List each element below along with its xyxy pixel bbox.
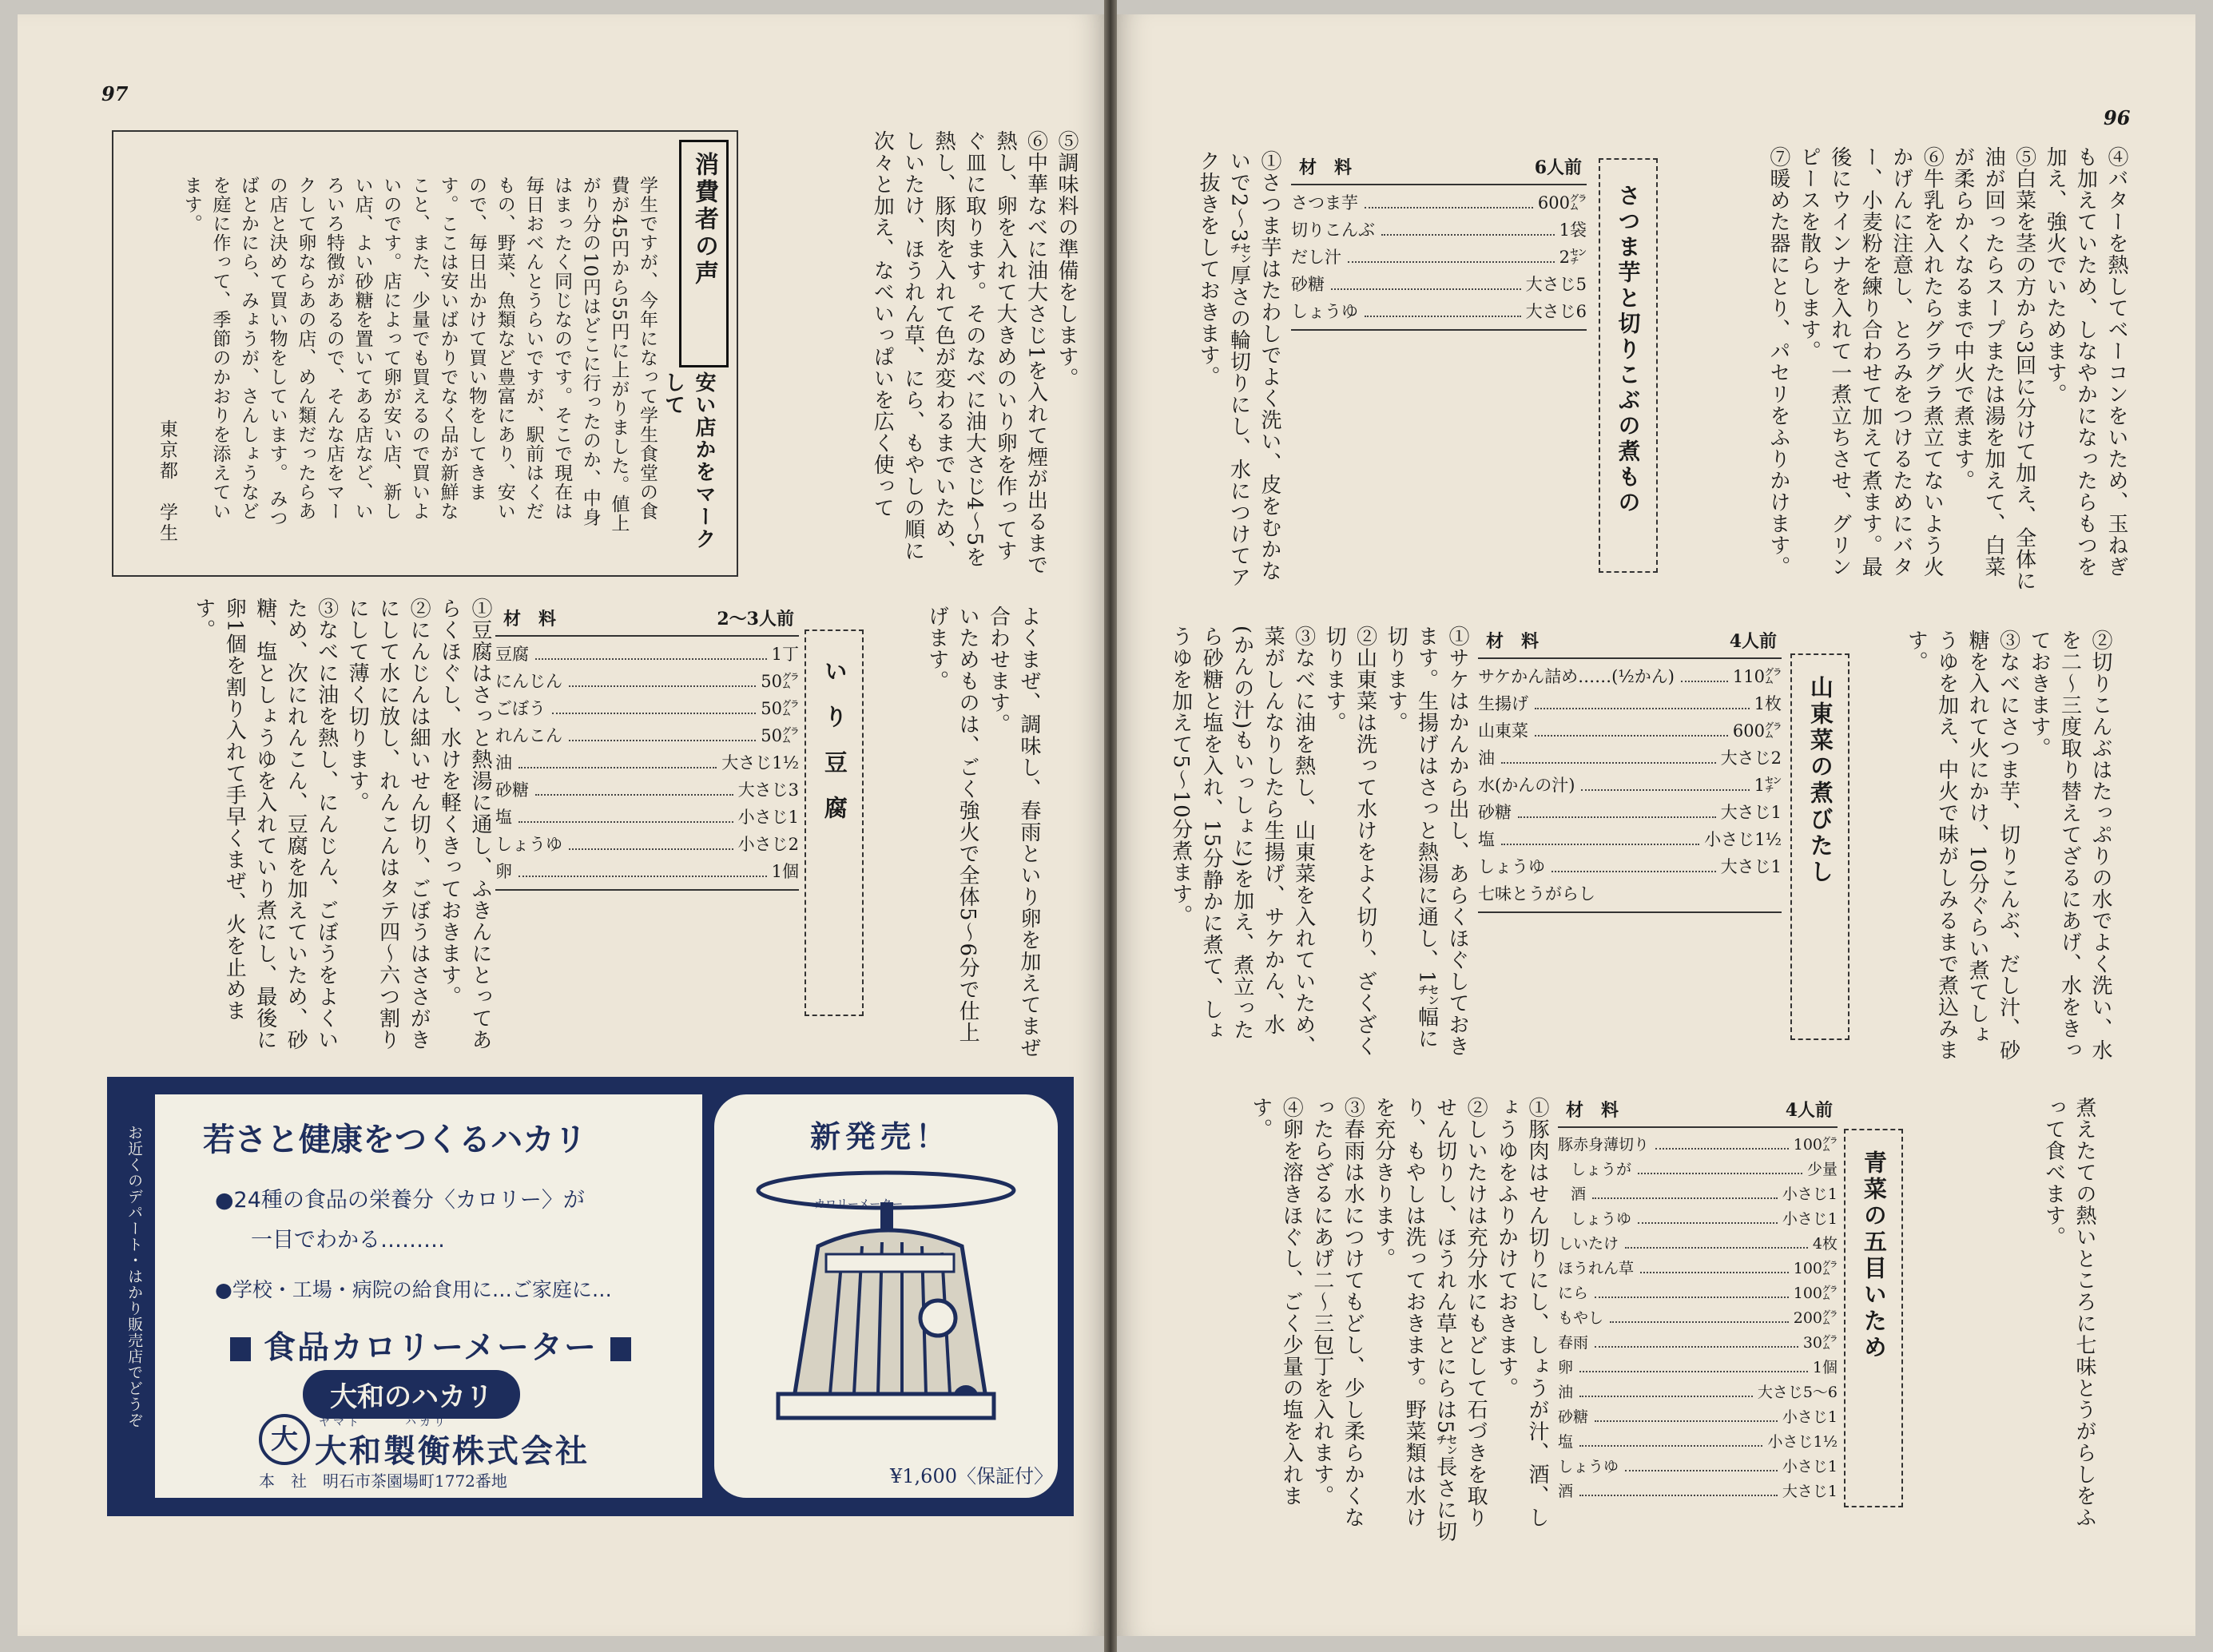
step-text: ⑥牛乳を入れたらグラグラ煮立てないよう火かげんに注意し、とろみをつけるためにバター、小麦粉を練り合わせて加えて煮ます。最後にウインナを入れて一煮立ちさせ、グリンピースを散らします。 bbox=[1797, 146, 1945, 578]
servings: 4人前 bbox=[1729, 631, 1777, 652]
ingredient-row bbox=[1478, 881, 1782, 908]
ingredient-row bbox=[1558, 1356, 1838, 1380]
ingredient-row bbox=[495, 641, 799, 669]
ingredient-qty: 大さじ5 bbox=[1525, 275, 1587, 294]
ingredient-name: 春雨 bbox=[1558, 1334, 1589, 1352]
materials-label: 材 料 bbox=[1566, 1100, 1619, 1121]
ingredients-table bbox=[1478, 628, 1782, 913]
ad-company-name: 大和製衡株式会社 bbox=[315, 1432, 590, 1470]
ingredient-name: にら bbox=[1558, 1285, 1589, 1302]
ingredient-qty: 1個 bbox=[771, 862, 799, 881]
ingredient-name: 砂糖 bbox=[1558, 1408, 1589, 1426]
ingredient-name: 砂糖 bbox=[1478, 803, 1512, 822]
ingredient-row bbox=[1558, 1232, 1838, 1257]
ingredient-row bbox=[1291, 299, 1587, 326]
ingredient-qty: 小さじ1 bbox=[1782, 1458, 1838, 1475]
ingredient-name: しょうゆ bbox=[1558, 1458, 1619, 1475]
ingredient-row bbox=[1478, 772, 1782, 800]
sansai-steps bbox=[1168, 625, 1472, 1061]
ingredient-row bbox=[1291, 272, 1587, 299]
ingredient-name: もやし bbox=[1558, 1309, 1604, 1327]
ingredient-qty: 50㌘ bbox=[761, 672, 799, 691]
ingredient-qty: 110㌘ bbox=[1732, 667, 1782, 686]
step-text: ④バターを熱してベーコンをいため、玉ねぎも加えていため、しなやかになったらもつを加え、強火でいためます。 bbox=[2043, 146, 2128, 578]
ingredient-name: 卵 bbox=[495, 862, 512, 881]
ingredient-row bbox=[495, 777, 799, 804]
consumer-voice-author: 東京都 学生 bbox=[157, 419, 178, 544]
top-steps-continued bbox=[1668, 146, 2132, 594]
ingredient-qty: 1個 bbox=[1812, 1359, 1838, 1376]
ingredient-row bbox=[1291, 217, 1587, 244]
ingredient-qty: 大さじ5〜6 bbox=[1757, 1384, 1838, 1401]
step-text: ①サケはかんから出し、あらくほぐしておきます。生揚げはさっと熱湯に通し、1㌢幅に切ります。 bbox=[1384, 625, 1469, 1057]
ingredient-name: 酒 bbox=[1558, 1483, 1574, 1500]
ingredient-qty: 1㌢ bbox=[1754, 776, 1782, 795]
ad-side-text: お近くのデパート・はかり販売店でどうぞ bbox=[125, 1125, 144, 1428]
recipe-title: 山東菜の煮びたし bbox=[1806, 675, 1834, 886]
consumer-voice-text: 学生ですが、今年になって学生食堂の食費が45円から55円に上がりました。値上がり分の10円はどこに行ったのか、中身はまったく同じなのです。そこで現在は毎日おべんとうらいですが、駅前はくだもの、野菜、魚類など豊富にあり、安いので、毎日出かけて買い物をしてきます。ここは安いばかりでなく品が新鮮なこと、また、少量でも買えるので買いよいのです。店によって卵が安い店、新しい店、よい砂糖を置いてある店など、いろいろ特徴があるので、そんな店をマークして卵ならあの店、めん類だったらあの店と決めて買い物をしています。 みつばとかにら、みょうが、さんしょうなどを庭に作って、季節のかおりを添えています。 bbox=[181, 176, 658, 533]
recipe-title-box bbox=[1790, 653, 1849, 1040]
ingredient-name: だし汁 bbox=[1291, 248, 1341, 267]
ingredient-qty: 4枚 bbox=[1812, 1235, 1838, 1253]
ingredient-qty: 2㌢ bbox=[1559, 248, 1587, 267]
recipe-title: いり豆腐 bbox=[820, 659, 848, 841]
ingredient-name: にんじん bbox=[495, 672, 562, 691]
ingredient-row bbox=[1558, 1331, 1838, 1356]
book-gutter bbox=[1104, 0, 1117, 1652]
ad-new-release: 新発売！ bbox=[810, 1119, 952, 1154]
recipe-title: 青菜の五目いため bbox=[1860, 1150, 1888, 1361]
ingredient-row bbox=[495, 723, 799, 750]
ad-bullet-1b: 一目でわかる……… bbox=[251, 1228, 445, 1253]
ingredient-name: しょうゆ bbox=[495, 835, 562, 854]
scale-label: カロリーメーター bbox=[814, 1198, 904, 1211]
ingredient-qty: 大さじ6 bbox=[1525, 302, 1587, 321]
ingredient-qty: 小さじ2 bbox=[737, 835, 799, 854]
ingredient-row bbox=[1558, 1455, 1838, 1479]
ingredient-name: しょうが bbox=[1571, 1161, 1632, 1178]
ingredient-row bbox=[495, 859, 799, 886]
satsumaimo-steps bbox=[1189, 150, 1285, 598]
company-logo-icon: 大 bbox=[259, 1414, 310, 1465]
ad-company-ruby: ヤマト ハカリ bbox=[319, 1416, 448, 1429]
consumer-voice-title: 安い店かをマークして bbox=[661, 371, 716, 550]
ingredient-name: 豆腐 bbox=[495, 645, 529, 664]
ingredient-qty: 大さじ1 bbox=[1782, 1483, 1838, 1500]
materials-label: 材 料 bbox=[1486, 631, 1540, 652]
ingredient-row bbox=[1478, 745, 1782, 772]
ingredient-name: サケかん詰め……(½かん) bbox=[1478, 667, 1675, 686]
servings: 2〜3人前 bbox=[717, 609, 794, 629]
consumer-voice-body bbox=[133, 176, 661, 535]
ingredient-name: 豚赤身薄切り bbox=[1558, 1136, 1650, 1154]
ingredient-name: 酒 bbox=[1571, 1185, 1587, 1203]
ingredient-name: しょうゆ bbox=[1291, 302, 1358, 321]
step-text: ⑦暖めた器にとり、パセリをふりかけます。 bbox=[1766, 146, 1790, 578]
ingredient-qty: 600㌘ bbox=[1732, 721, 1782, 741]
ingredient-row bbox=[1558, 1182, 1838, 1207]
ingredients-header bbox=[1558, 1097, 1838, 1128]
ingredients-table bbox=[1291, 154, 1587, 331]
ingredient-name: 油 bbox=[1558, 1384, 1574, 1401]
ingredient-row bbox=[495, 696, 799, 723]
ingredient-qty: 100㌘ bbox=[1793, 1260, 1838, 1277]
ingredients-header bbox=[1478, 628, 1782, 659]
ingredient-qty: 小さじ1 bbox=[737, 808, 799, 827]
iri-dofu-steps bbox=[112, 598, 495, 1053]
ingredient-row bbox=[1558, 1133, 1838, 1158]
step-text: ③なべに油を熱し、山東菜を入れていため、菜がしんなりしたら生揚げ、サケかん、水(かんの汁)もいっしょに)を加え、煮立ったら砂糖と塩を入れ、15分静かに煮て、しょうゆを加えて5〜10分煮ます。 bbox=[1168, 625, 1316, 1057]
ingredients-header bbox=[495, 606, 799, 637]
step-text: ②にんじんは細いせん切り、ごぼうはささがきにして水に放し、れんこんはタテ四〜六つ割りにして薄く切ります。 bbox=[345, 598, 431, 1050]
ad-bullet-2: ●学校・工場・病院の給食用に…ご家庭に… bbox=[215, 1278, 612, 1301]
ingredient-name: 切りこんぶ bbox=[1291, 220, 1375, 240]
ad-bullet-1: ●24種の食品の栄養分〈カロリー〉が bbox=[215, 1188, 585, 1213]
recipe-title-box bbox=[805, 629, 864, 1016]
stirfry-steps-end bbox=[884, 606, 1044, 1061]
stirfry-steps-continued bbox=[746, 130, 1082, 578]
ingredient-row bbox=[1478, 827, 1782, 854]
step-text: ③春雨は水につけてもどし、少し柔らかくなったらざるにあげ二〜三包丁を入れます。 bbox=[1309, 1097, 1365, 1528]
step-text: ⑤白菜を茎の方から3回に分けて加え、全体に油が回ったらスープまたは湯を加えて、白菜が柔らかくなるまで中火で煮ます。 bbox=[1950, 146, 2036, 592]
ingredient-qty: 小さじ1 bbox=[1782, 1210, 1838, 1228]
servings: 4人前 bbox=[1785, 1100, 1833, 1121]
ad-product-panel bbox=[714, 1094, 1058, 1498]
ingredient-qty: 小さじ1½ bbox=[1767, 1433, 1838, 1451]
ingredient-name: 山東菜 bbox=[1478, 721, 1528, 741]
satsumaimo-steps-cont bbox=[1876, 629, 2116, 1061]
ingredient-row bbox=[1478, 664, 1782, 691]
ingredient-row bbox=[1558, 1479, 1838, 1504]
ad-product-name bbox=[183, 1322, 678, 1368]
ingredient-qty: 小さじ1 bbox=[1782, 1185, 1838, 1203]
ingredient-name: 水(かんの汁) bbox=[1478, 776, 1575, 795]
ingredient-qty: 100㌘ bbox=[1793, 1285, 1838, 1302]
ingredient-name: 砂糖 bbox=[495, 780, 529, 800]
ingredient-name: 卵 bbox=[1558, 1359, 1574, 1376]
ingredient-row bbox=[1478, 800, 1782, 827]
ingredient-name: 塩 bbox=[1558, 1433, 1574, 1451]
ingredient-name: ほうれん草 bbox=[1558, 1260, 1635, 1277]
ingredient-qty: 1枚 bbox=[1754, 694, 1782, 713]
ingredients-table bbox=[495, 606, 799, 891]
ad-brand-badge: 大和のハカリ bbox=[303, 1370, 520, 1419]
ingredient-row bbox=[1558, 1306, 1838, 1331]
ingredient-row bbox=[495, 832, 799, 859]
ingredient-name: 油 bbox=[1478, 749, 1495, 768]
ingredient-row bbox=[1291, 244, 1587, 272]
step-text: ③なべにさつま芋、切りこんぶ、だし汁、砂糖を入れて火にかけ、10分ぐらい煮てしょうゆを加え、中火で味がしみるまで煮込みます。 bbox=[1904, 629, 2020, 1061]
ingredient-row bbox=[495, 750, 799, 777]
materials-label: 材 料 bbox=[1299, 157, 1353, 178]
step-text: ①豚肉はせん切りにし、しょうが汁、酒、しょうゆをふりかけておきます。 bbox=[1494, 1097, 1549, 1528]
ingredient-name: 塩 bbox=[1478, 830, 1495, 849]
step-text: 煮えたての熱いところに七味とうがらしをふって食べます。 bbox=[2041, 1097, 2096, 1528]
ingredient-row bbox=[1478, 854, 1782, 881]
consumer-voice-label: 消費者の声 bbox=[679, 140, 729, 367]
ingredient-qty: 大さじ1 bbox=[1720, 803, 1782, 822]
consumer-voice-box bbox=[112, 130, 738, 577]
ingredient-qty: 600㌘ bbox=[1537, 193, 1587, 212]
ingredient-qty: 50㌘ bbox=[761, 726, 799, 745]
ingredient-row bbox=[495, 804, 799, 832]
step-text: ⑥中華なべに油大さじ1を入れて煙が出るまで熱し、卵を入れて大きめのいり卵を作ってすぐ皿に取ります。そのなべに油大さじ4〜5を熱し、豚肉を入れて色が変わるまでいため、しいたけ、ほうれん草、にら、もやしの順に次々と加え、なべいっぱいを広く使って bbox=[870, 130, 1048, 576]
ingredient-row bbox=[1558, 1158, 1838, 1182]
ingredient-name: 七味とうがらし bbox=[1478, 884, 1595, 903]
ingredient-qty: 100㌘ bbox=[1793, 1136, 1838, 1154]
recipe-title: さつま芋と切りこぶの煮もの bbox=[1615, 184, 1642, 516]
advertisement bbox=[107, 1077, 1074, 1516]
ingredient-qty: 大さじ3 bbox=[737, 780, 799, 800]
ingredient-qty: 50㌘ bbox=[761, 699, 799, 718]
ingredient-qty: 1丁 bbox=[771, 645, 799, 664]
step-text: ③なべに油を熱し、にんじん、ごぼうをよくいため、次にれんこん、豆腐を加えていため、砂糖、塩としょうゆを入れていり煮にし、最後に卵1個を割り入れて手早くまぜ、火を止めます。 bbox=[191, 598, 339, 1050]
step-text: ⑤調味料の準備をします。 bbox=[1055, 130, 1079, 389]
ingredient-row bbox=[1558, 1380, 1838, 1405]
ingredient-row bbox=[1478, 718, 1782, 745]
ingredient-row bbox=[1558, 1281, 1838, 1306]
ingredient-qty: 小さじ1 bbox=[1782, 1408, 1838, 1426]
ad-text-panel bbox=[155, 1094, 702, 1498]
step-text: ④卵を溶きほぐし、ごく少量の塩を入れます。 bbox=[1248, 1097, 1304, 1507]
step-text: ①さつま芋はたわしでよく洗い、皮をむかないで2〜3㌢厚さの輪切りにし、水につけてアク抜きをしておきます。 bbox=[1196, 150, 1281, 589]
right-page bbox=[1117, 14, 2195, 1636]
ingredient-name: 生揚げ bbox=[1478, 694, 1528, 713]
recipe-title-box bbox=[1844, 1129, 1903, 1507]
gomoku-steps bbox=[1185, 1097, 1552, 1544]
page-number: 96 bbox=[2104, 106, 2131, 129]
ad-company-address: 本 社 明石市茶園場町1772番地 bbox=[259, 1471, 507, 1491]
ingredient-qty: 大さじ2 bbox=[1720, 749, 1782, 768]
step-text: ①豆腐はさっと熱湯に通し、ふきんにとってあらくほぐし、水けを軽くきっておきます。 bbox=[437, 598, 492, 1050]
ingredients-table bbox=[1558, 1097, 1838, 1504]
ingredient-name: しいたけ bbox=[1558, 1235, 1619, 1253]
ingredient-qty: 小さじ1½ bbox=[1704, 830, 1782, 849]
ingredient-name: ごぼう bbox=[495, 699, 546, 718]
left-page bbox=[18, 14, 1104, 1636]
ingredient-row bbox=[1558, 1207, 1838, 1232]
page-number: 97 bbox=[101, 82, 129, 105]
ingredient-qty: 少量 bbox=[1806, 1161, 1838, 1178]
ingredient-qty: 1袋 bbox=[1559, 220, 1587, 240]
ingredient-name: 塩 bbox=[495, 808, 512, 827]
ingredient-qty: 大さじ1½ bbox=[721, 753, 799, 772]
ingredient-row bbox=[1558, 1430, 1838, 1455]
ad-price: ¥1,600〈保証付〉 bbox=[890, 1465, 1053, 1487]
materials-label: 材 料 bbox=[503, 609, 557, 629]
ingredient-name: しょうゆ bbox=[1478, 857, 1545, 876]
step-text: ②山東菜は洗って水けをよく切り、ざくざく切ります。 bbox=[1322, 625, 1377, 1057]
ingredient-qty: 30㌘ bbox=[1802, 1334, 1838, 1352]
step-text: ②しいたけは充分水にもどして石づきを取りせん切りし、ほうれん草とにらは5㌢長さに切り、もやしは洗っておきます。野菜類は水けを充分きります。 bbox=[1371, 1097, 1488, 1543]
sansai-steps-end bbox=[1900, 1097, 2100, 1544]
ingredient-name: しょうゆ bbox=[1571, 1210, 1632, 1228]
ingredient-name: れんこん bbox=[495, 726, 562, 745]
ingredient-row bbox=[1558, 1257, 1838, 1281]
ingredients-header bbox=[1291, 154, 1587, 185]
ingredient-qty: 200㌘ bbox=[1793, 1309, 1838, 1327]
ingredient-row bbox=[1558, 1405, 1838, 1430]
ad-headline: 若さと健康をつくるハカリ bbox=[203, 1122, 586, 1158]
ingredient-name: 砂糖 bbox=[1291, 275, 1325, 294]
ingredient-qty: 大さじ1 bbox=[1720, 857, 1782, 876]
ingredient-name: さつま芋 bbox=[1291, 193, 1358, 212]
ingredient-row bbox=[1478, 691, 1782, 718]
step-text: いためものは、ごく強火で全体5〜6分で仕上げます。 bbox=[924, 606, 980, 1044]
step-text: よくまぜ、調味し、春雨といり卵を加えてまぜ合わせます。 bbox=[986, 606, 1041, 1058]
ingredient-row bbox=[495, 669, 799, 696]
recipe-title-box bbox=[1599, 158, 1658, 573]
ingredient-row bbox=[1291, 190, 1587, 217]
servings: 6人前 bbox=[1534, 157, 1582, 178]
ad-product-text: 食品カロリーメーター bbox=[264, 1329, 598, 1366]
ingredient-name: 油 bbox=[495, 753, 512, 772]
step-text: ②切りこんぶはたっぷりの水でよく洗い、水を二〜三度取り替えてざるにあげ、水をきっておきます。 bbox=[2027, 629, 2112, 1061]
